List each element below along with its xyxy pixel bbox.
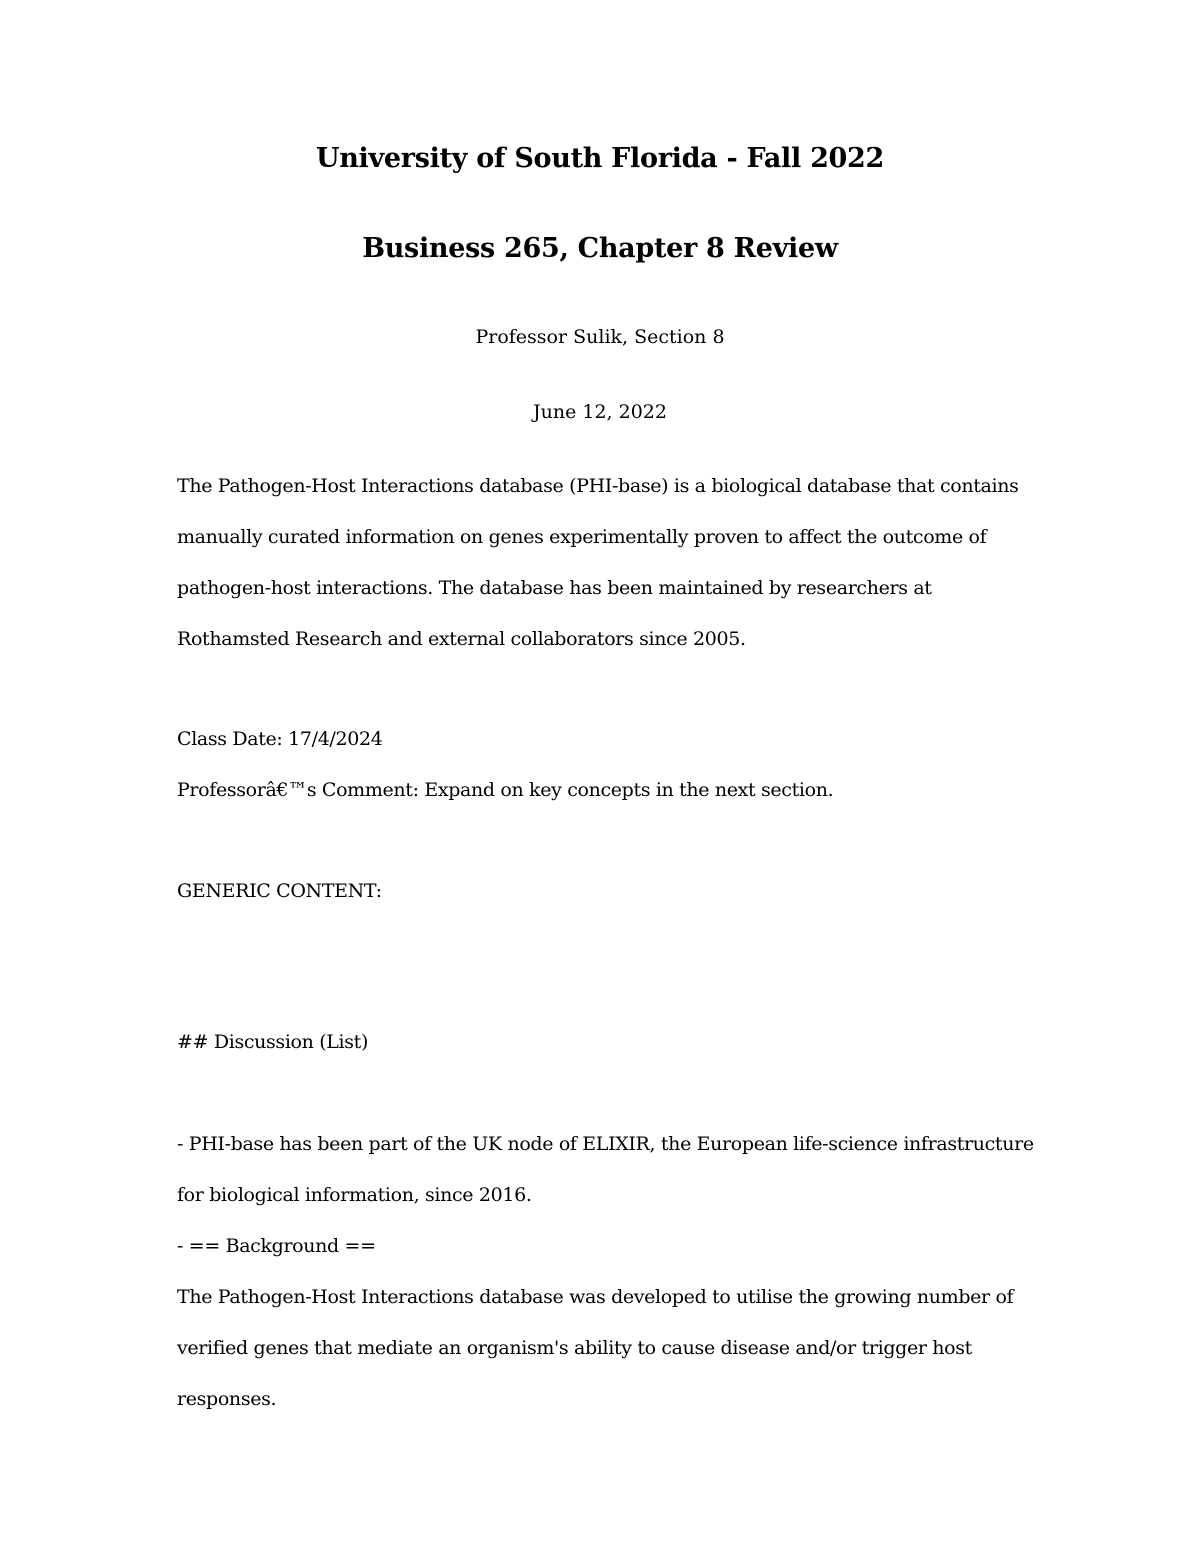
list-item: - == Background == bbox=[177, 1235, 376, 1257]
list-item: - PHI-base has been part of the UK node of ELIXIR, the European life-science infrastructure bbox=[177, 1133, 1034, 1155]
professor-comment: Professorâ€™s Comment: Expand on key concepts in the next section. bbox=[177, 779, 834, 801]
list-item: The Pathogen-Host Interactions database was developed to utilise the growing number of bbox=[177, 1286, 1014, 1308]
date-line: June 12, 2022 bbox=[533, 401, 667, 423]
intro-line: pathogen-host interactions. The database has been maintained by researchers at bbox=[177, 577, 932, 599]
list-item: verified genes that mediate an organism's ability to cause disease and/or trigger host bbox=[177, 1337, 972, 1359]
generic-content-label bbox=[177, 866, 1037, 917]
discussion-list bbox=[177, 1119, 1037, 1425]
university-title: University of South Florida - Fall 2022 bbox=[315, 143, 885, 174]
list-item: responses. bbox=[177, 1388, 277, 1410]
class-date: Class Date: 17/4/2024 bbox=[177, 728, 383, 750]
professor-line: Professor Sulik, Section 8 bbox=[475, 326, 725, 348]
generic-content-text: GENERIC CONTENT: bbox=[177, 880, 382, 902]
discussion-heading bbox=[177, 1017, 1037, 1068]
intro-line: The Pathogen-Host Interactions database (PHI-base) is a biological database that contains bbox=[177, 475, 1019, 497]
intro-line: manually curated information on genes experimentally proven to affect the outcome of bbox=[177, 526, 987, 548]
intro-line: Rothamsted Research and external collaborators since 2005. bbox=[177, 628, 746, 650]
list-item: for biological information, since 2016. bbox=[177, 1184, 532, 1206]
class-info bbox=[177, 714, 1037, 816]
intro-paragraph bbox=[177, 461, 1037, 665]
course-title: Business 265, Chapter 8 Review bbox=[362, 233, 838, 264]
discussion-heading-text: ## Discussion (List) bbox=[177, 1031, 369, 1053]
